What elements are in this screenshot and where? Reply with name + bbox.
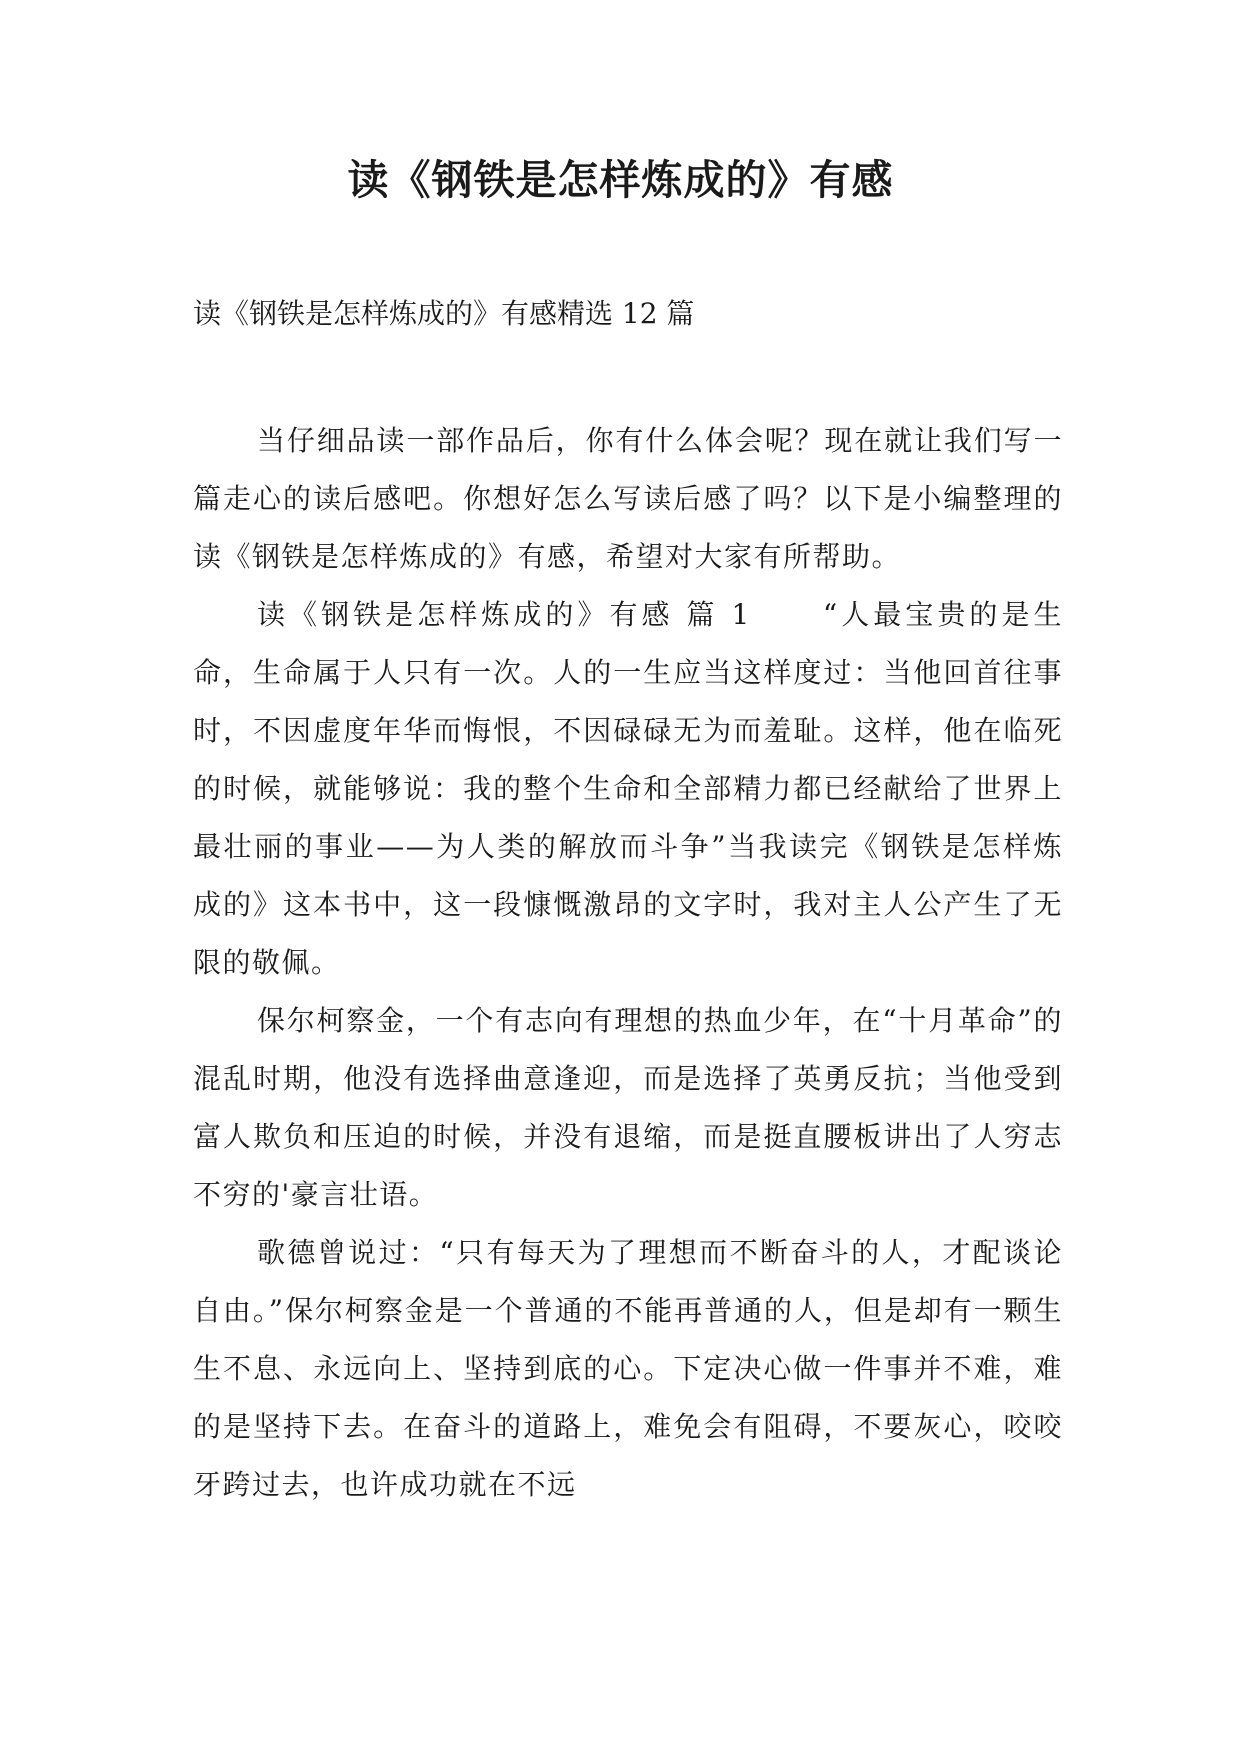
- section-1-paragraph: [193, 586, 1063, 992]
- document-subtitle: 读《钢铁是怎样炼成的》有感精选 12 篇: [193, 297, 695, 330]
- document-title: 读《钢铁是怎样炼成的》有感: [347, 156, 894, 204]
- section-1-label: 读《钢铁是怎样炼成的》有感 篇 1: [257, 598, 751, 631]
- document-body: [193, 412, 1063, 1514]
- section-1-text: “人最宝贵的是生命，生命属于人只有一次。人的一生应当这样度过：当他回首往事时，不因虚度年华而悔恨，不因碌碌无为而羞耻。这样，他在临死的时候，就能够说：我的整个生命和全部精力都已经献给了世界上最壮丽的事业——为人类的解放而斗争”当我读完《钢铁是怎样炼成的》这本书中，这一段慷慨激昂的文字时，我对主人公产生了无限的敬佩。: [193, 598, 1063, 979]
- intro-paragraph: 当仔细品读一部作品后，你有什么体会呢？现在就让我们写一篇走心的读后感吧。你想好怎么写读后感了吗？以下是小编整理的读《钢铁是怎样炼成的》有感，希望对大家有所帮助。: [193, 424, 1063, 573]
- body-paragraph-3: 歌德曾说过：“只有每天为了理想而不断奋斗的人，才配谈论自由。”保尔柯察金是一个普通的不能再普通的人，但是却有一颗生生不息、永远向上、坚持到底的心。下定决心做一件事并不难，难的是坚持下去。在奋斗的道路上，难免会有阻碍，不要灰心，咬咬牙跨过去，也许成功就在不远: [193, 1236, 1063, 1501]
- body-paragraph-2: 保尔柯察金，一个有志向有理想的热血少年，在“十月革命”的混乱时期，他没有选择曲意逢迎，而是选择了英勇反抗；当他受到富人欺负和压迫的时候，并没有退缩，而是挺直腰板讲出了人穷志不穷的'豪言壮语。: [193, 1004, 1063, 1211]
